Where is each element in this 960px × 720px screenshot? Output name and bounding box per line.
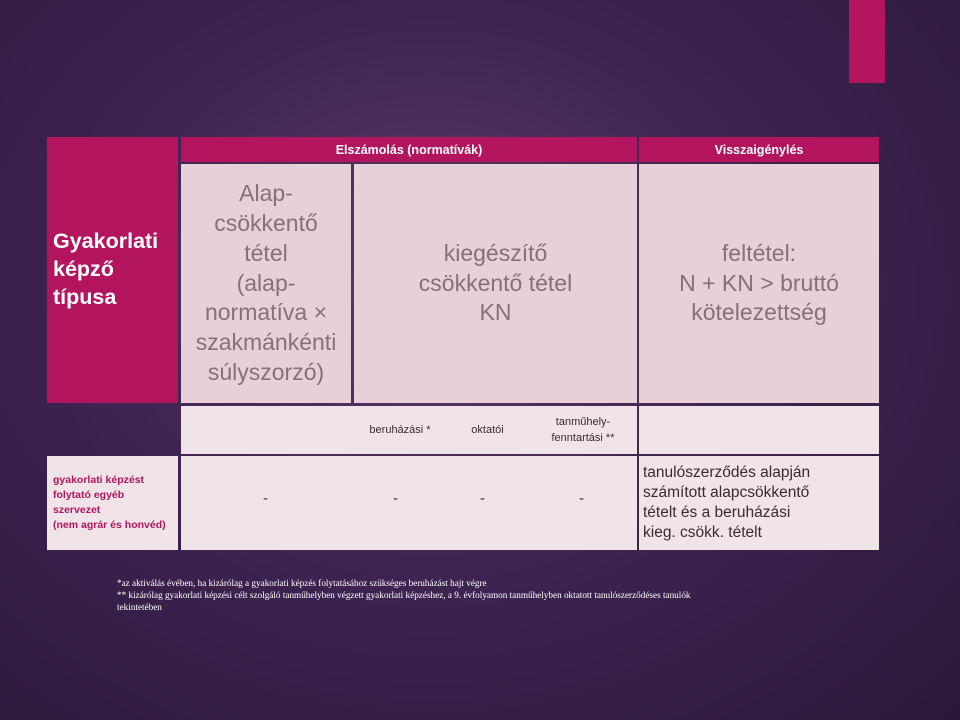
- supplement-deduction-cell: [354, 164, 637, 403]
- footnote-1: *az aktiválás évében, ha kizárólag a gyakorlati képzés folytatásához szükséges beruházást hajt végre: [117, 578, 487, 588]
- decorative-accent-bar: [849, 0, 885, 83]
- subheader-workshop: tanműhely- fenntartási **: [529, 406, 637, 454]
- row-header-cell: [47, 137, 178, 403]
- subheader-empty-cell-right: [639, 406, 879, 454]
- row-values-cell: [181, 456, 637, 550]
- row-header-text: Gyakorlati képző típusa: [53, 229, 159, 309]
- subheader-teacher: oktatói: [446, 406, 529, 454]
- subheader-investment: beruházási *: [354, 406, 446, 454]
- subheader-empty-cell: [181, 406, 354, 454]
- refund-text-cell: [639, 456, 879, 550]
- supplement-deduction-text: kiegészítő csökkentő tétel KN: [418, 239, 573, 326]
- dash-base: -: [263, 490, 268, 507]
- footnote-3: tekintetében: [117, 602, 162, 612]
- header-refund: Visszaigénylés: [639, 137, 879, 162]
- condition-cell: [639, 164, 879, 403]
- base-deduction-text: Alap- csökkentő tétel (alap- normatíva × szakmánkénti súlyszorzó): [195, 179, 337, 386]
- row-label-text: gyakorlati képzést folytató egyéb szervezet (nem agrár és honvéd): [53, 473, 166, 532]
- header-billing: Elszámolás (normatívák): [181, 137, 637, 162]
- refund-text: tanulószerződés alapján számított alapcsökkentő tételt és a beruházási kieg. csökk. tételt: [643, 463, 811, 542]
- dash-investment: -: [393, 490, 398, 507]
- dash-workshop: -: [579, 490, 584, 507]
- dash-teacher: -: [480, 490, 485, 507]
- base-deduction-cell: [181, 164, 351, 403]
- row-label-cell: [47, 456, 178, 550]
- footnote-2: ** kizárólag gyakorlati képzési célt szolgáló tanműhelyben végzett gyakorlati képzéshez, a 9. évfolyamon tanműhelyben oktatott tanulószerződéses tanulók: [117, 590, 691, 600]
- condition-text: feltétel: N + KN > bruttó kötelezettség: [679, 239, 839, 326]
